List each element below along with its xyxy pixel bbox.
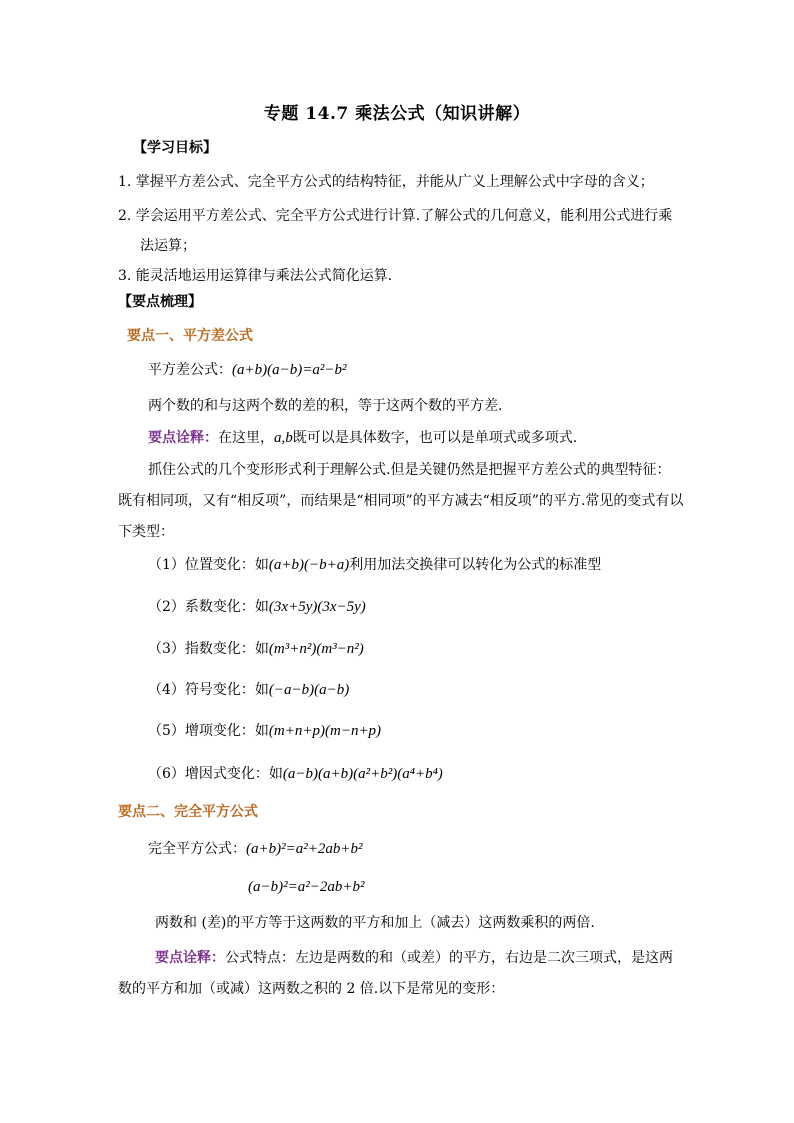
note-label: 要点诠释： xyxy=(155,950,225,966)
note-text-a: 在这里， xyxy=(218,430,274,446)
variation-expression: (m+n+p)(m−n+p) xyxy=(268,723,382,739)
objective-item-3: 3. 能灵活地运用运算律与乘法公式简化运算. xyxy=(118,268,393,284)
variation-expression: (a−b)(a+b)(a²+b²)(a⁴+b⁴) xyxy=(282,766,443,782)
point1-description: 两个数的和与这两个数的差的积，等于这两个数的平方差. xyxy=(148,398,503,414)
summary-heading: 【要点梳理】 xyxy=(118,294,202,310)
formula-expression: (a+b)(a−b)=a²−b² xyxy=(232,362,347,378)
point1-paragraph-line-3: 下类型： xyxy=(118,524,174,540)
variation-label: （2）系数变化：如 xyxy=(148,599,269,615)
variation-item xyxy=(148,680,349,700)
objective-item-2: 2. 学会运用平方差公式、完全平方公式进行计算.了解公式的几何意义，能利用公式进行乘 xyxy=(118,208,673,224)
point1-paragraph-line-2: 既有相同项，又有“相反项”，而结果是“相同项”的平方减去“相反项”的平方.常见的变式有以 xyxy=(118,493,684,509)
variation-item xyxy=(148,597,366,617)
perfect-square-formula-1 xyxy=(148,839,362,859)
note-text: 公式特点：左边是两数的和（或差）的平方，右边是二次三项式，是这两 xyxy=(225,950,673,966)
note-label: 要点诠释： xyxy=(148,430,218,446)
variation-expression: (m³+n²)(m³−n²) xyxy=(268,641,364,657)
difference-of-squares-formula xyxy=(148,360,346,380)
perfect-square-formula-2 xyxy=(248,877,364,897)
objective-item-1: 1. 掌握平方差公式、完全平方公式的结构特征，并能从广义上理解公式中字母的含义； xyxy=(118,174,654,190)
variation-label: （1）位置变化：如 xyxy=(148,557,269,573)
variation-expression: (a+b)(−b+a) xyxy=(268,557,350,573)
point1-heading: 要点一、平方差公式 xyxy=(127,328,253,344)
point2-note xyxy=(155,948,673,968)
variation-item xyxy=(148,639,364,659)
formula-expression: (a+b)²=a²+2ab+b² xyxy=(246,841,363,857)
note-text-b: 既可以是具体数字，也可以是单项式或多项式. xyxy=(292,430,578,446)
formula-label: 平方差公式： xyxy=(148,362,232,378)
point1-note xyxy=(148,428,577,448)
variation-label: （5）增项变化：如 xyxy=(148,723,269,739)
variation-expression: (3x+5y)(3x−5y) xyxy=(268,599,366,615)
objective-item-2-continued: 法运算； xyxy=(140,238,196,254)
note-variables: a,b xyxy=(274,430,293,446)
objectives-heading: 【学习目标】 xyxy=(133,140,217,156)
point2-heading: 要点二、完全平方公式 xyxy=(118,804,258,820)
variation-label: （6）增因式变化：如 xyxy=(148,766,283,782)
variation-item xyxy=(148,555,601,575)
variation-suffix: 利用加法交换律可以转化为公式的标准型 xyxy=(349,557,602,573)
variation-item xyxy=(148,764,443,784)
formula-label: 完全平方公式： xyxy=(148,841,246,857)
variation-label: （4）符号变化：如 xyxy=(148,682,269,698)
page-title: 专题 14.7 乘法公式（知识讲解） xyxy=(263,104,531,124)
variation-label: （3）指数变化：如 xyxy=(148,641,269,657)
variation-expression: (−a−b)(a−b) xyxy=(268,682,350,698)
point2-note-continued: 数的平方和加（或减）这两数之积的 2 倍.以下是常见的变形： xyxy=(118,981,505,997)
point2-description: 两数和 (差)的平方等于这两数的平方和加上（减去）这两数乘积的两倍. xyxy=(155,915,595,931)
formula-expression: (a−b)²=a²−2ab+b² xyxy=(248,879,365,895)
variation-item xyxy=(148,721,381,741)
point1-paragraph-line-1: 抓住公式的几个变形形式利于理解公式.但是关键仍然是把握平方差公式的典型特征： xyxy=(148,462,671,478)
